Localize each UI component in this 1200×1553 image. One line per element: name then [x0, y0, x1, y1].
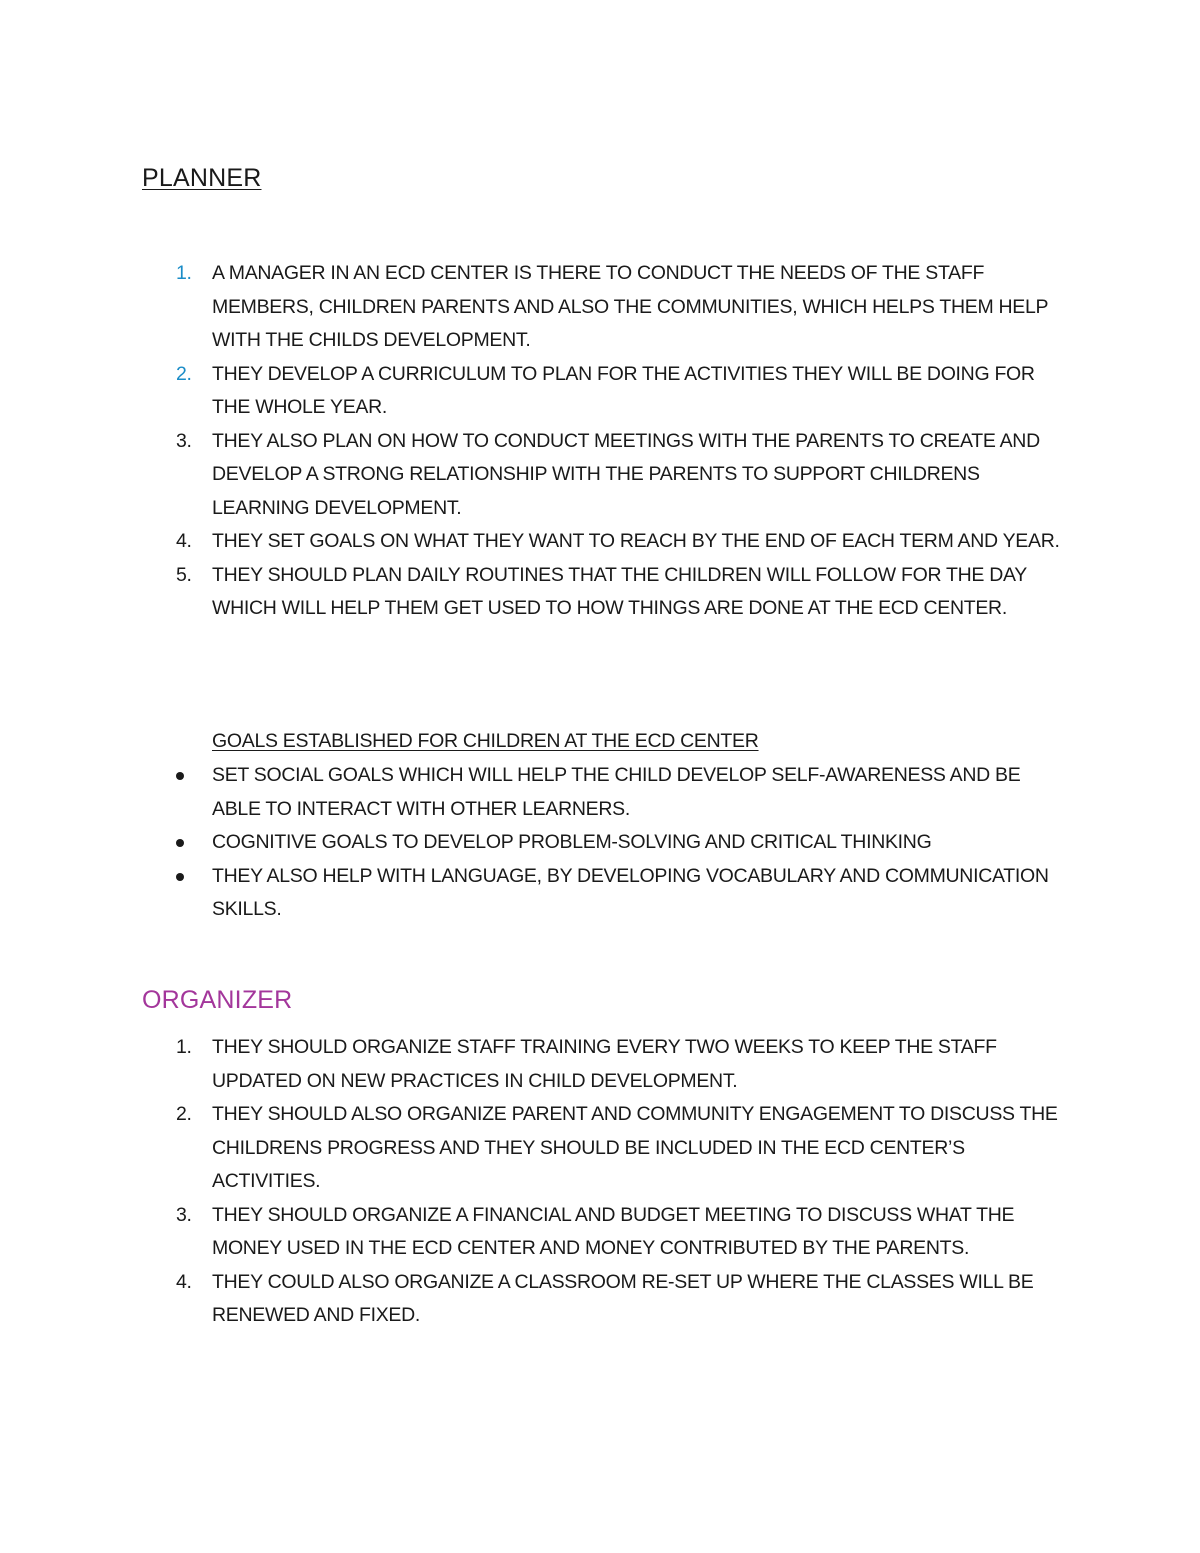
goals-item-text: COGNITIVE GOALS TO DEVELOP PROBLEM-SOLVING AND CRITICAL THINKING — [212, 831, 932, 853]
goals-item-text: THEY ALSO HELP WITH LANGUAGE, BY DEVELOPING VOCABULARY AND COMMUNICATION SKILLS. — [212, 864, 1049, 920]
planner-item-text: A MANAGER IN AN ECD CENTER IS THERE TO CONDUCT THE NEEDS OF THE STAFF MEMBERS, CHILDREN PARENTS AND ALSO THE COMMUNITIES, WHICH HELPS THEM HELP WITH THE CHILDS DEVELOPMENT. — [212, 262, 1048, 351]
organizer-item — [0, 1031, 1200, 1098]
organizer-item — [0, 1098, 1200, 1199]
planner-item-marker: 1. — [176, 262, 192, 284]
goals-subheading: GOALS ESTABLISHED FOR CHILDREN AT THE ECD CENTER — [212, 730, 759, 752]
organizer-heading: ORGANIZER — [142, 986, 293, 1014]
planner-item-marker: 3. — [176, 429, 192, 452]
planner-item — [0, 559, 1200, 626]
planner-item-text: THEY DEVELOP A CURRICULUM TO PLAN FOR THE ACTIVITIES THEY WILL BE DOING FOR THE WHOLE YEAR. — [212, 362, 1035, 418]
planner-item-text: THEY SET GOALS ON WHAT THEY WANT TO REACH BY THE END OF EACH TERM AND YEAR. — [212, 530, 1060, 552]
organizer-item-marker: 4. — [176, 1270, 192, 1293]
planner-item-marker: 5. — [176, 563, 192, 586]
organizer-item-text: THEY SHOULD ORGANIZE STAFF TRAINING EVERY TWO WEEKS TO KEEP THE STAFF UPDATED ON NEW PRACTICES IN CHILD DEVELOPMENT. — [212, 1036, 997, 1092]
planner-item-text: THEY ALSO PLAN ON HOW TO CONDUCT MEETINGS WITH THE PARENTS TO CREATE AND DEVELOP A STRONG RELATIONSHIP WITH THE PARENTS TO SUPPORT CHILDRENS LEARNING DEVELOPMENT. — [212, 429, 1040, 519]
planner-heading: PLANNER — [142, 164, 262, 192]
bullet-dot-icon — [176, 839, 184, 847]
organizer-item-text: THEY SHOULD ALSO ORGANIZE PARENT AND COMMUNITY ENGAGEMENT TO DISCUSS THE CHILDRENS PROGRESS AND THEY SHOULD BE INCLUDED IN THE ECD CENTER’S ACTIVITIES. — [212, 1103, 1058, 1192]
organizer-item-marker: 2. — [176, 1103, 192, 1125]
organizer-item — [0, 1199, 1200, 1266]
planner-item-text: THEY SHOULD PLAN DAILY ROUTINES THAT THE CHILDREN WILL FOLLOW FOR THE DAY WHICH WILL HELP THEM GET USED TO HOW THINGS ARE DONE AT THE ECD CENTER. — [212, 563, 1027, 619]
goals-item — [0, 759, 1200, 826]
planner-item — [0, 525, 1200, 559]
goals-list — [0, 759, 1200, 927]
planner-item — [0, 358, 1200, 425]
planner-list — [0, 257, 1200, 626]
planner-item — [0, 257, 1200, 358]
goals-item — [0, 860, 1200, 927]
organizer-item-text: THEY SHOULD ORGANIZE A FINANCIAL AND BUDGET MEETING TO DISCUSS WHAT THE MONEY USED IN THE ECD CENTER AND MONEY CONTRIBUTED BY THE PARENTS. — [212, 1203, 1015, 1259]
organizer-list — [0, 1031, 1200, 1333]
organizer-item — [0, 1266, 1200, 1333]
planner-item — [0, 425, 1200, 526]
organizer-item-marker: 3. — [176, 1203, 192, 1226]
organizer-item-marker: 1. — [176, 1036, 192, 1058]
planner-item-marker: 4. — [176, 530, 192, 552]
goals-item-text: SET SOCIAL GOALS WHICH WILL HELP THE CHILD DEVELOP SELF-AWARENESS AND BE ABLE TO INTERACT WITH OTHER LEARNERS. — [212, 764, 1021, 820]
goals-item — [0, 826, 1200, 860]
bullet-dot-icon — [176, 873, 184, 881]
organizer-item-text: THEY COULD ALSO ORGANIZE A CLASSROOM RE-SET UP WHERE THE CLASSES WILL BE RENEWED AND FIXED. — [212, 1270, 1034, 1326]
planner-item-marker: 2. — [176, 362, 192, 385]
bullet-dot-icon — [176, 772, 184, 780]
